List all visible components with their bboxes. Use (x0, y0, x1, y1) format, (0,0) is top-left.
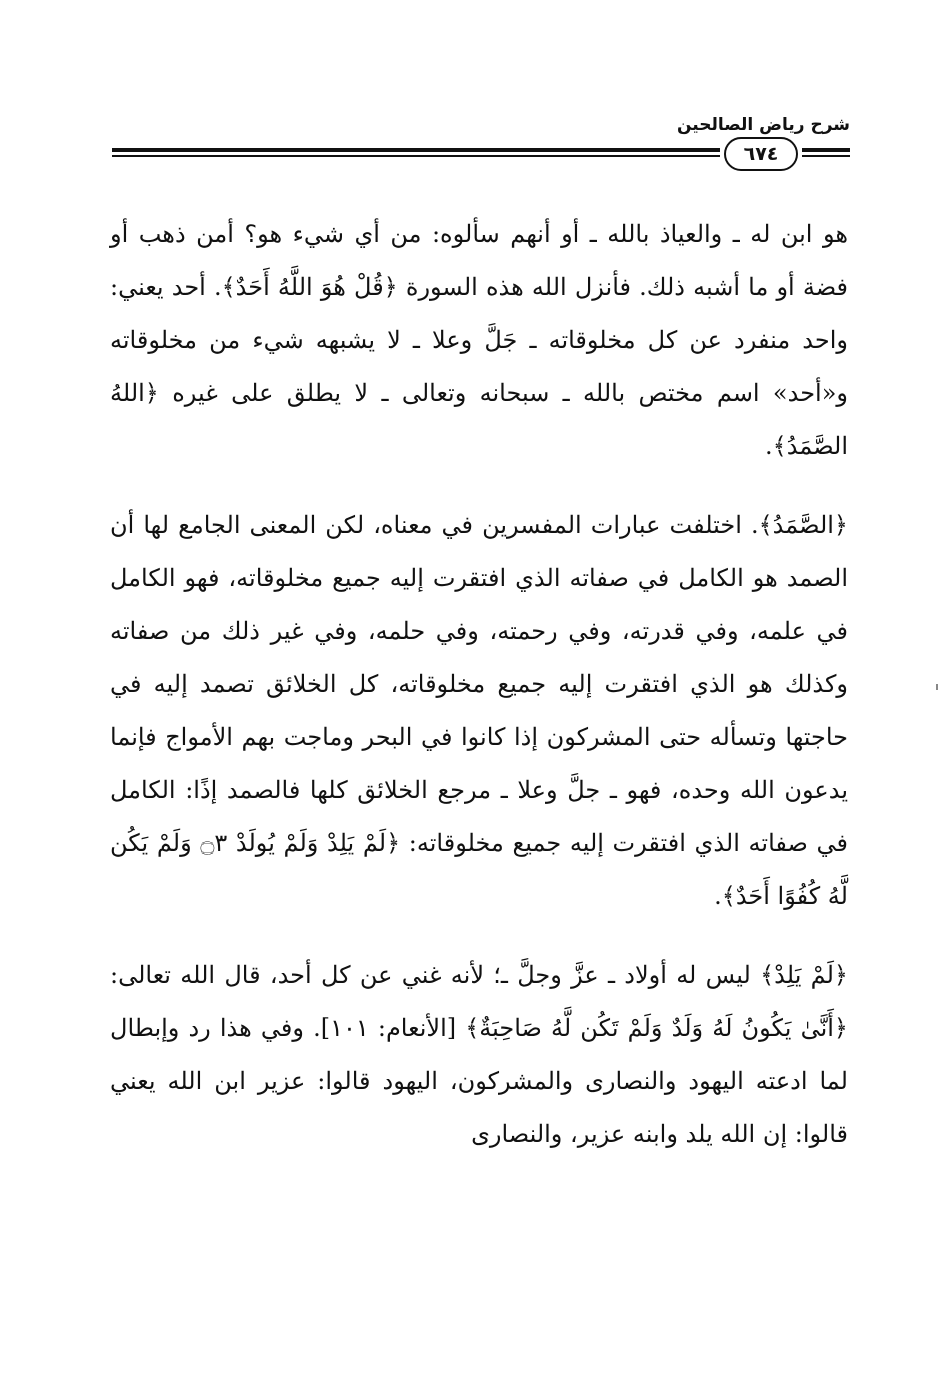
body-paragraph-1: هو ابن له ـ والعياذ بالله ـ أو أنهم سألوه: من أي شيء هو؟ أمن ذهب أو فضة أو ما أشبه ذلك. فأنزل الله هذه السورة ﴿قُلْ هُوَ اللَّهُ أَحَدٌ﴾. أحد يعني: واحد منفرد عن كل مخلوقاته ـ جَلَّ وعلا ـ لا يشبهه شيء من مخلوقاته و«أحد» اسم مختص بالله ـ سبحانه وتعالى ـ لا يطلق على غيره ﴿اللهُ الصَّمَدُ﴾. (110, 220, 848, 460)
scan-speck (936, 684, 938, 690)
body-paragraph-2: ﴿الصَّمَدُ﴾. اختلفت عبارات المفسرين في معناه، لكن المعنى الجامع لها أن الصمد هو الكامل في صفاته الذي افتقرت إليه جميع مخلوقاته، فهو الكامل في علمه، وفي قدرته، وفي رحمته، وفي حلمه، وفي غير ذلك من صفاته وكذلك هو الذي افتقرت إليه جميع مخلوقاته، كل الخلائق تصمد إليه في حاجتها وتسأله حتى المشركون إذا كانوا في البحر وماجت بهم الأمواج فإنما يدعون الله وحده، فهو ـ جلَّ وعلا ـ مرجع الخلائق كلها فالصمد إذًا: الكامل في صفاته الذي افتقرت إليه جميع مخلوقاته: ﴿لَمْ يَلِدْ وَلَمْ يُولَدْ ۝٣ وَلَمْ يَكُن لَّهُ كُفُوًا أَحَدٌ﴾. (110, 511, 848, 910)
header-rule-left (112, 148, 720, 152)
header-rule-right (802, 148, 850, 152)
page-header (112, 110, 850, 170)
body-paragraph-3: ﴿لَمْ يَلِدْ﴾ ليس له أولاد ـ عزَّ وجلَّ ـ؛ لأنه غني عن كل أحد، قال الله تعالى: ﴿أَنَّىٰ يَكُونُ لَهُ وَلَدٌ وَلَمْ تَكُن لَّهُ صَاحِبَةٌ﴾ [الأنعام: ١٠١]. وفي هذا رد وإبطال لما ادعته اليهود والنصارى والمشركون، اليهود قالوا: عزير ابن الله يعني قالوا: إن الله يلد وابنه عزير، والنصارى (110, 961, 848, 1148)
header-rule-left-thin (112, 155, 720, 157)
running-head-title: شرح رياض الصالحين (676, 115, 850, 135)
paragraph-gap (110, 923, 848, 949)
header-rule-right-thin (802, 155, 850, 157)
page-number-badge: ٦٧٤ (724, 137, 798, 171)
page-body (110, 208, 848, 1161)
paragraph-gap (110, 473, 848, 499)
